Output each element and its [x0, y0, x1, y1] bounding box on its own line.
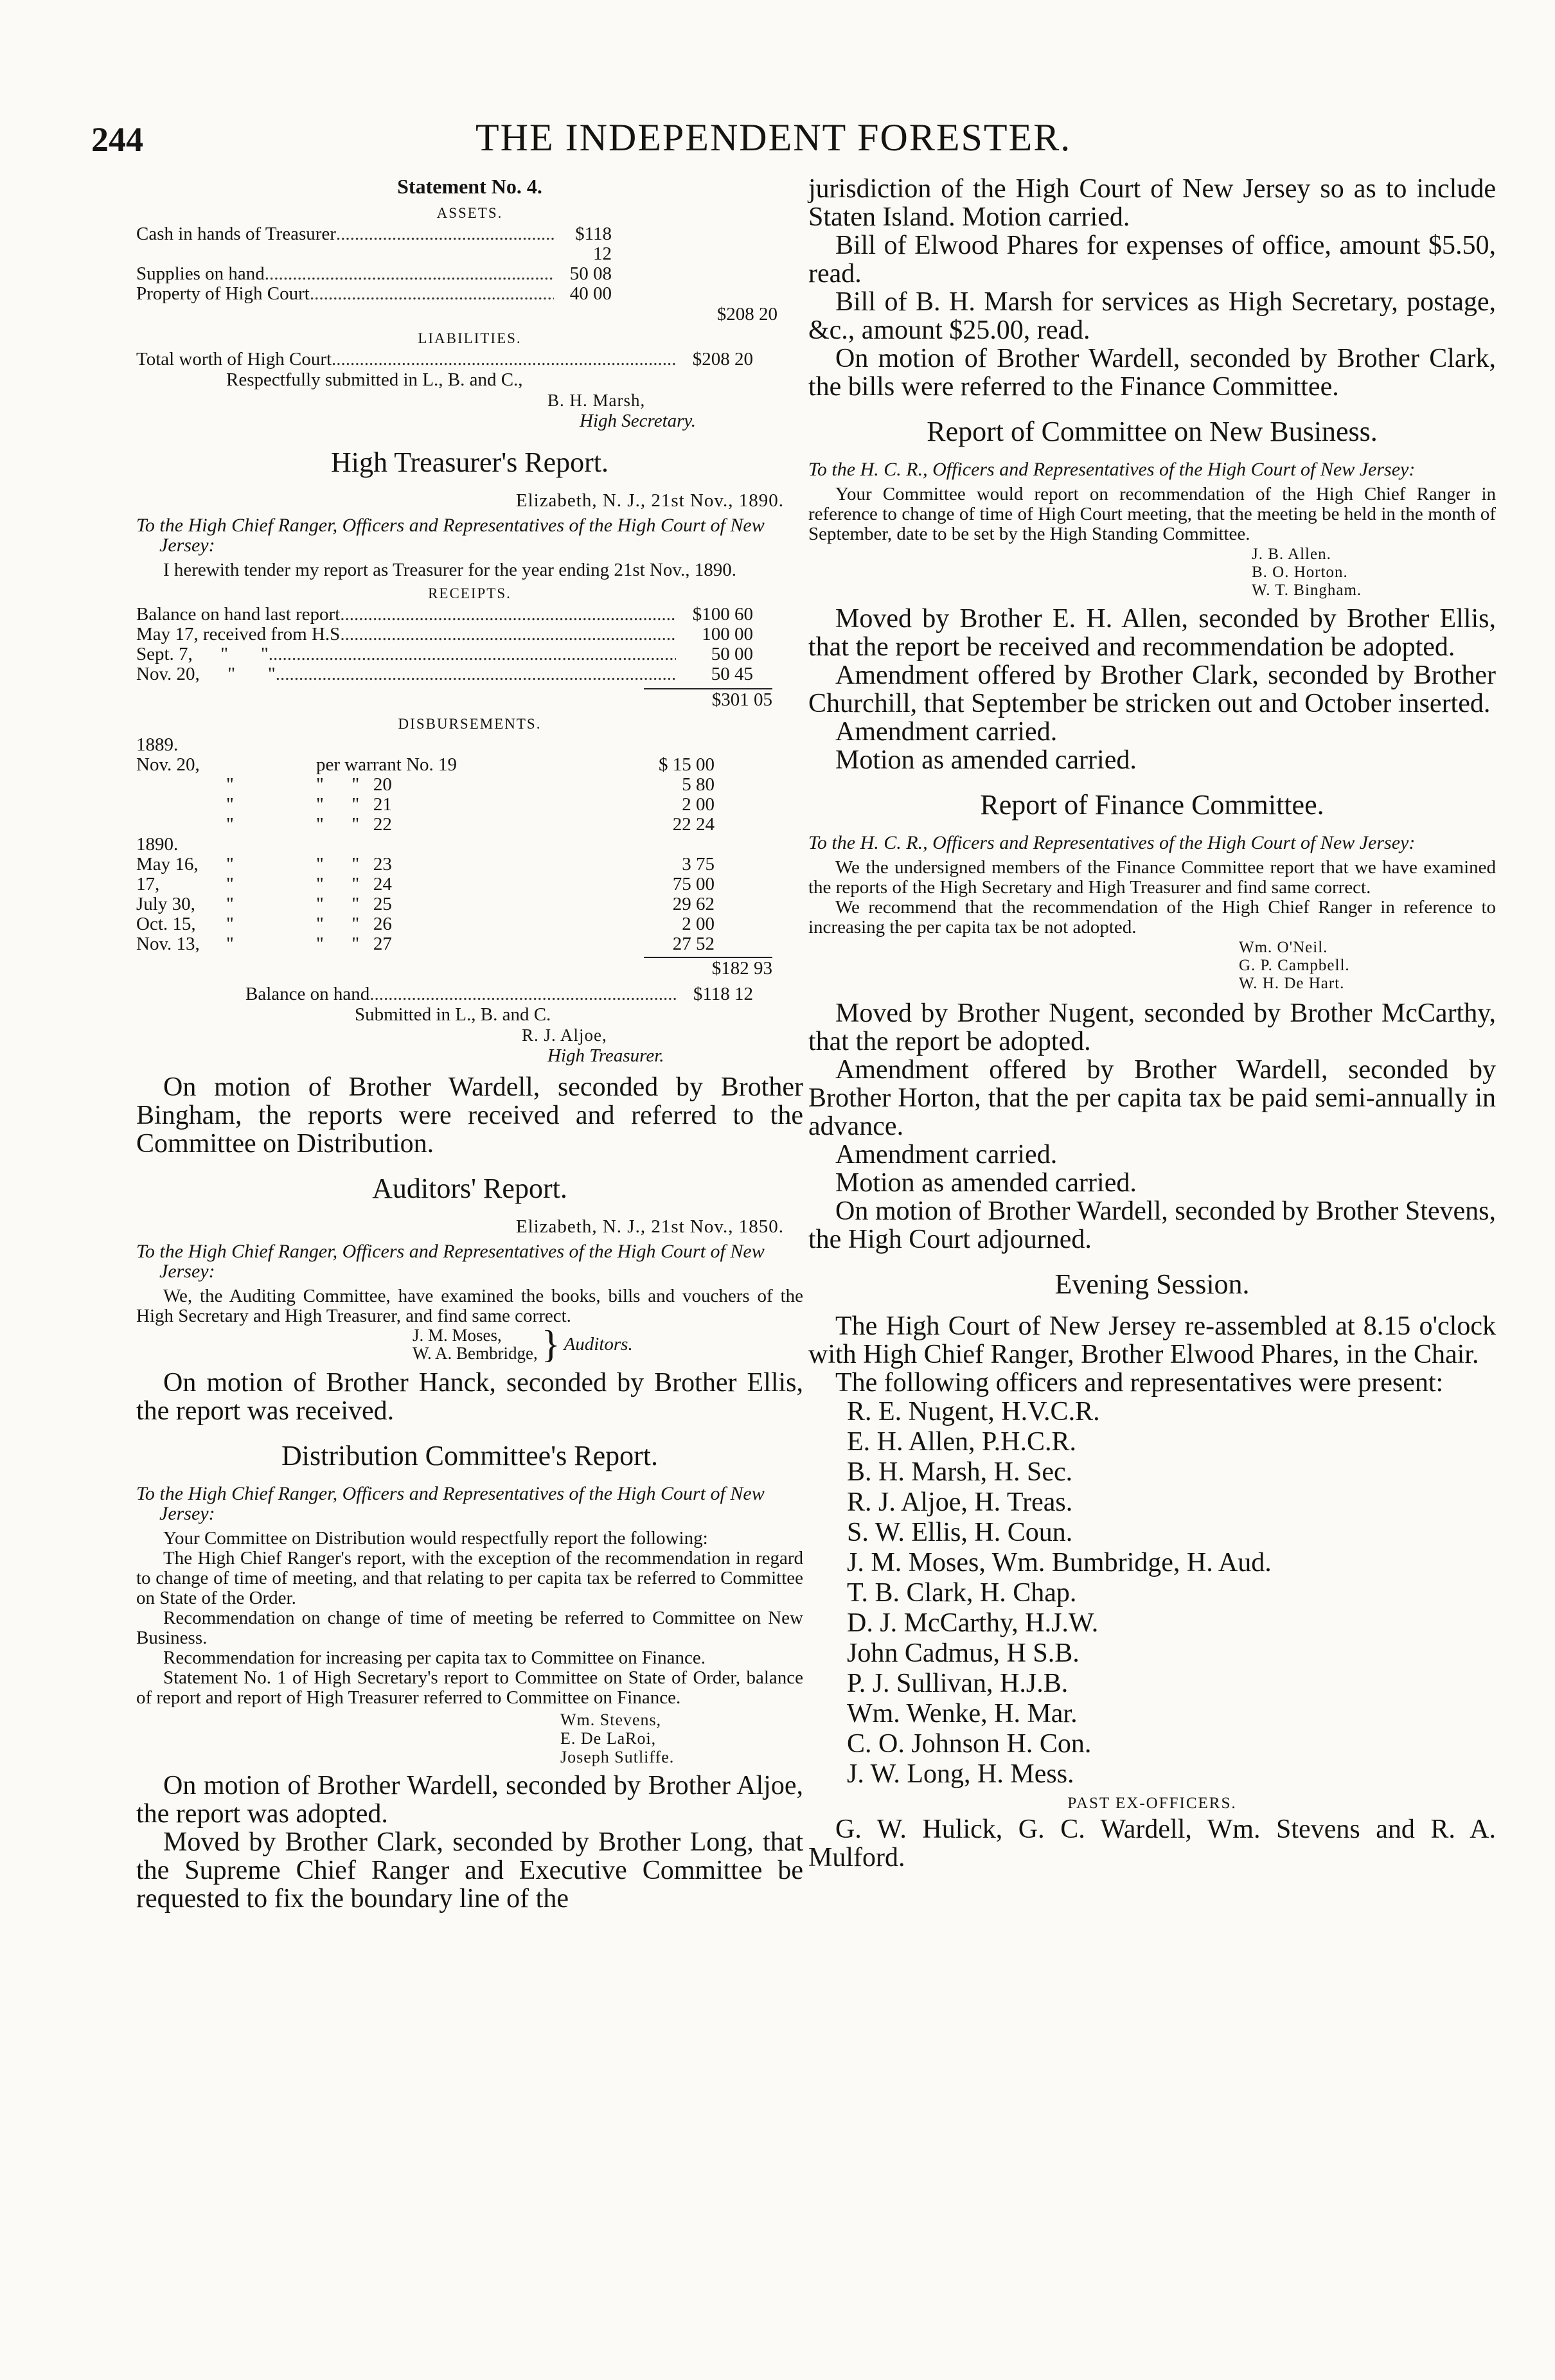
bill-marsh: Bill of B. H. Marsh for services as High Secretary, postage, &c., amount $25.00, read. [808, 287, 1496, 345]
receipts-total: $301 05 [644, 688, 772, 711]
assets-heading: ASSETS. [436, 205, 503, 221]
distribution-para: Recommendation for increasing per capita tax to Committee on Finance. [163, 1647, 706, 1668]
list-item: E. H. Allen, P.H.C.R. [847, 1427, 1077, 1457]
asset-row: Cash in hands of Treasurer ..... $118 12 [136, 224, 612, 264]
disbursement-row: July 30, " " " 25 29 62 [136, 894, 715, 914]
new-business-signer: B. O. Horton. [1252, 564, 1348, 581]
motion-new-business: Moved by Brother E. H. Allen, seconded by Brother Ellis, that the report be received and recommendation be adopted. [808, 604, 1496, 662]
treasurer-address: To the High Chief Ranger, Officers and Representatives of the High Court of New Jersey: [136, 515, 765, 556]
auditors-title: Auditors' Report. [372, 1173, 567, 1204]
asset-row: Supplies on hand ..... 50 08 [136, 264, 612, 284]
distribution-para: Statement No. 1 of High Secretary's report to Committee on State of Order, balance of report and report of High Treasurer referred to Committee on Finance. [136, 1667, 803, 1708]
disbursement-row: " " " 21 2 00 [226, 794, 715, 815]
new-business-title: Report of Committee on New Business. [927, 416, 1378, 447]
list-item: R. E. Nugent, H.V.C.R. [847, 1397, 1100, 1426]
running-title: THE INDEPENDENT FORESTER. [475, 116, 1072, 159]
new-business-section [808, 415, 1496, 599]
list-item: R. J. Aljoe, H. Treas. [847, 1487, 1073, 1517]
new-business-signer: J. B. Allen. [1252, 546, 1331, 563]
finance-para: We the undersigned members of the Finance Committee report that we have examined the reports of the High Secretary and High Treasurer and find same correct. [808, 857, 1496, 898]
auditors-body: We, the Auditing Committee, have examined the books, bills and vouchers of the High Secretary and High Treasurer, and find same correct. [136, 1286, 803, 1326]
motion-carried: Motion as amended carried. [835, 1168, 1137, 1198]
page-header [0, 0, 1555, 167]
list-item: J. M. Moses, Wm. Bumbridge, H. Aud. [847, 1548, 1272, 1577]
disbursement-row: 1890. [136, 834, 179, 855]
past-officers-heading: PAST EX-OFFICERS. [1067, 1795, 1237, 1812]
finance-signer: G. P. Campbell. [1239, 957, 1350, 974]
total-worth-row: Total worth of High Court ..... $208 20 [136, 350, 753, 369]
treasurer-intro: I herewith tender my report as Treasurer for the year ending 21st Nov., 1890. [163, 560, 737, 580]
statement-submitted: Respectfully submitted in L., B. and C., [226, 369, 523, 390]
auditors-section [136, 1172, 803, 1365]
disbursement-row: " " " 20 5 80 [226, 774, 715, 795]
motion-distribution: On motion of Brother Wardell, seconded by Brother Bingham, the reports were received and referred to the Committee on Distribution. [136, 1072, 803, 1159]
distribution-signer: Joseph Sutliffe. [560, 1748, 675, 1766]
evening-title: Evening Session. [1054, 1268, 1250, 1300]
treasurer-place: Elizabeth, N. J., 21st Nov., 1890. [515, 490, 784, 511]
list-item: D. J. McCarthy, H.J.W. [847, 1608, 1099, 1638]
distribution-title: Distribution Committee's Report. [281, 1440, 658, 1471]
receipt-row: Nov. 20, " " ..... 50 45 [136, 664, 753, 684]
left-column [136, 175, 803, 1913]
new-business-address: To the H. C. R., Officers and Representatives of the High Court of New Jersey: [808, 459, 1416, 480]
statement-title: Statement No. 4. [397, 175, 542, 198]
finance-title: Report of Finance Committee. [980, 789, 1324, 821]
finance-signer: Wm. O'Neil. [1239, 939, 1328, 956]
list-item: John Cadmus, H S.B. [847, 1638, 1080, 1668]
disbursement-row: Nov. 20, per warrant No. 19 $ 15 00 [136, 754, 715, 775]
receipt-row: Sept. 7, " " ..... 50 00 [136, 644, 753, 664]
receipt-row: May 17, received from H.S ..... 100 00 [136, 625, 753, 644]
disbursements-table [136, 735, 715, 954]
finance-signer: W. H. De Hart. [1239, 975, 1345, 992]
list-item: J. W. Long, H. Mess. [847, 1759, 1074, 1789]
distribution-section [136, 1439, 803, 1766]
distribution-para: Recommendation on change of time of meeting be referred to Committee on New Business. [136, 1608, 803, 1648]
receipts-heading: RECEIPTS. [428, 585, 511, 601]
finance-section [808, 788, 1496, 993]
auditors-signatures: J. M. Moses, W. A. Bembridge, } Auditors. [413, 1323, 633, 1365]
finance-para: We recommend that the recommendation of the High Chief Ranger in reference to increasing the per capita tax be not adopted. [808, 897, 1496, 937]
past-officers-text: G. W. Hulick, G. C. Wardell, Wm. Stevens and R. A. Mulford. [808, 1815, 1496, 1872]
treasurer-submitted: Submitted in L., B. and C. [355, 1004, 551, 1025]
treasurer-section [136, 446, 803, 1067]
page-number: 244 [91, 120, 143, 159]
auditors-label: Auditors. [564, 1334, 633, 1354]
list-item: T. B. Clark, H. Chap. [847, 1578, 1077, 1608]
motion-bills: On motion of Brother Wardell, seconded by Brother Clark, the bills were referred to the Finance Committee. [808, 344, 1496, 402]
distribution-para: The High Chief Ranger's report, with the exception of the recommendation in regard to change of time of meeting, and that relating to per capita tax be referred to Committee on State of the Order. [136, 1548, 803, 1608]
motion-adjourned: On motion of Brother Wardell, seconded by Brother Stevens, the High Court adjourned. [808, 1196, 1496, 1254]
statement-signer: B. H. Marsh, [547, 391, 646, 410]
auditors-address: To the High Chief Ranger, Officers and Representatives of the High Court of New Jersey: [136, 1241, 765, 1282]
list-item: B. H. Marsh, H. Sec. [847, 1457, 1073, 1487]
disbursement-row: May 16, " " " 23 3 75 [136, 854, 715, 875]
distribution-signer: E. De LaRoi, [560, 1729, 657, 1748]
motion-finance: Moved by Brother Nugent, seconded by Brother McCarthy, that the report be adopted. [808, 999, 1496, 1056]
list-item: P. J. Sullivan, H.J.B. [847, 1669, 1069, 1698]
motion-auditors: On motion of Brother Hanck, seconded by Brother Ellis, the report was received. [136, 1368, 803, 1426]
amendment-semi-annual: Amendment offered by Brother Wardell, seconded by Brother Horton, that the per capita tax be paid semi-annually in advance. [808, 1055, 1496, 1141]
liabilities-heading: LIABILITIES. [418, 330, 522, 346]
new-business-signatures [808, 546, 1496, 599]
assets-total: $208 20 [716, 304, 778, 324]
disbursement-row: 17, " " " 24 75 00 [136, 874, 715, 894]
amendment-carried: Amendment carried. [835, 717, 1058, 747]
evening-intro: The High Court of New Jersey re-assembled at 8.15 o'clock with High Chief Ranger, Brother Elwood Phares, in the Chair. [808, 1311, 1496, 1369]
asset-row: Property of High Court ..... 40 00 [136, 284, 612, 304]
motion-carried: Motion as amended carried. [835, 745, 1137, 775]
treasurer-signer-title: High Treasurer. [547, 1045, 664, 1066]
disbursement-row: Nov. 13, " " " 27 27 52 [136, 934, 715, 954]
bill-phares: Bill of Elwood Phares for expenses of office, amount $5.50, read. [808, 231, 1496, 289]
evening-present-intro: The following officers and representatives were present: [835, 1368, 1444, 1398]
disbursement-row: " " " 22 22 24 [226, 814, 715, 835]
auditor-signer: J. M. Moses, [413, 1326, 502, 1345]
continued-text: jurisdiction of the High Court of New Jersey so as to include Staten Island. Motion carried. [808, 174, 1496, 232]
auditor-signer: W. A. Bembridge, [413, 1344, 538, 1363]
right-column [808, 175, 1496, 1872]
new-business-signer: W. T. Bingham. [1252, 582, 1362, 599]
list-item: S. W. Ellis, H. Coun. [847, 1518, 1073, 1547]
distribution-para: Your Committee on Distribution would respectfully report the following: [163, 1528, 708, 1549]
distribution-signatures [136, 1710, 803, 1766]
disbursement-row: Oct. 15, " " " 26 2 00 [136, 914, 715, 934]
disbursements-total: $182 93 [644, 957, 772, 979]
distribution-address: To the High Chief Ranger, Officers and Representatives of the High Court of New Jersey: [136, 1483, 765, 1524]
new-business-body: Your Committee would report on recommendation of the High Chief Ranger in reference to change of time of High Court meeting, that the meeting be held in the month of September, date to be set by the High Standing Committee. [808, 484, 1496, 544]
amendment-carried: Amendment carried. [835, 1140, 1058, 1169]
motion-distribution-adopted: On motion of Brother Wardell, seconded by Brother Aljoe, the report was adopted. [136, 1771, 803, 1829]
finance-address: To the H. C. R., Officers and Representatives of the High Court of New Jersey: [808, 832, 1416, 853]
present-list [808, 1397, 1496, 1789]
statement-section [136, 175, 803, 432]
list-item: Wm. Wenke, H. Mar. [847, 1699, 1078, 1728]
disbursement-row: 1889. [136, 734, 179, 755]
distribution-signer: Wm. Stevens, [560, 1710, 662, 1729]
treasurer-title: High Treasurer's Report. [330, 447, 609, 478]
amendment-september: Amendment offered by Brother Clark, seconded by Brother Churchill, that September be stricken out and October inserted. [808, 661, 1496, 718]
statement-signer-title: High Secretary. [580, 411, 696, 431]
evening-section [808, 1268, 1496, 1872]
treasurer-signer: R. J. Aljoe, [522, 1026, 607, 1045]
disbursements-heading: DISBURSEMENTS. [398, 716, 542, 732]
list-item: C. O. Johnson H. Con. [847, 1729, 1092, 1759]
balance-row: Balance on hand ..... $118 12 [136, 984, 753, 1004]
auditors-place: Elizabeth, N. J., 21st Nov., 1850. [515, 1216, 784, 1237]
motion-boundary: Moved by Brother Clark, seconded by Brother Long, that the Supreme Chief Ranger and Executive Committee be requested to fix the boundary line of the [136, 1827, 803, 1914]
finance-signatures [808, 939, 1496, 993]
receipt-row: Balance on hand last report ..... $100 60 [136, 605, 753, 625]
